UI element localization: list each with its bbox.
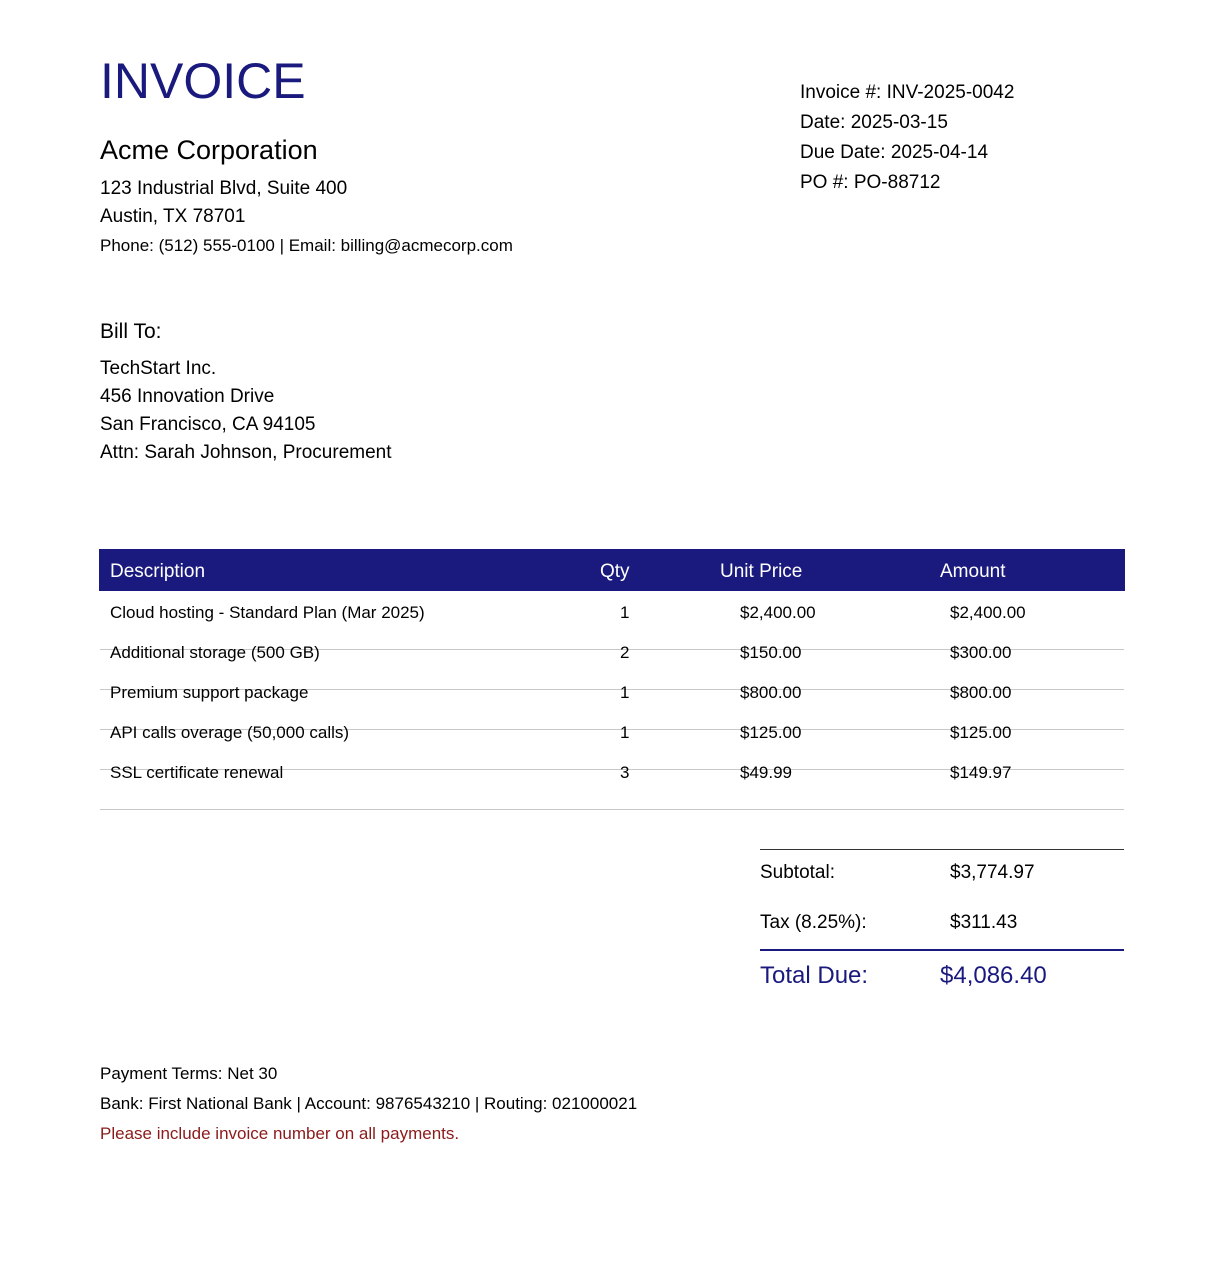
invoice-due-date: Due Date: 2025-04-14 [800,142,989,163]
tax-value: $311.43 [950,912,1018,933]
row-amount: $125.00 [950,723,1012,742]
row-description: Cloud hosting - Standard Plan (Mar 2025) [110,603,425,622]
total-rule [760,949,1124,951]
row-description: Premium support package [110,683,309,702]
table-row [100,711,1124,751]
row-unit-price: $125.00 [740,723,802,742]
bill-to-name: TechStart Inc. [100,358,217,379]
row-qty: 2 [620,643,630,662]
totals-top-rule [760,849,1124,850]
row-qty: 3 [620,763,630,782]
table-row [100,751,1124,791]
company-name: Acme Corporation [100,135,318,165]
row-qty: 1 [620,683,630,702]
payment-note: Please include invoice number on all payments. [100,1124,460,1143]
row-amount: $300.00 [950,643,1012,662]
table-row [100,671,1124,711]
company-address-line2: Austin, TX 78701 [100,206,246,227]
subtotal-label: Subtotal: [760,862,835,883]
row-description: API calls overage (50,000 calls) [110,723,350,742]
row-description: Additional storage (500 GB) [110,643,320,662]
row-unit-price: $800.00 [740,683,802,702]
table-row [100,631,1124,671]
bank-details: Bank: First National Bank | Account: 9876543210 | Routing: 021000021 [100,1094,638,1113]
header-qty: Qty [600,561,630,582]
line-items-header [99,549,1125,591]
invoice-po-number: PO #: PO-88712 [800,172,941,193]
row-qty: 1 [620,723,630,742]
header-amount: Amount [940,561,1006,582]
row-unit-price: $150.00 [740,643,802,662]
invoice-number: Invoice #: INV-2025-0042 [800,82,1015,103]
total-due-value: $4,086.40 [940,962,1047,989]
row-unit-price: $2,400.00 [740,603,816,622]
row-qty: 1 [620,603,630,622]
row-amount: $2,400.00 [950,603,1026,622]
invoice-title: INVOICE [100,53,306,109]
tax-label: Tax (8.25%): [760,912,867,933]
payment-terms: Payment Terms: Net 30 [100,1064,278,1083]
table-bottom-rule [100,809,1124,810]
bill-to-address1: 456 Innovation Drive [100,386,275,407]
bill-to-attn: Attn: Sarah Johnson, Procurement [100,442,392,463]
bill-to-address2: San Francisco, CA 94105 [100,414,316,435]
row-amount: $149.97 [950,763,1012,782]
invoice-date: Date: 2025-03-15 [800,112,948,133]
total-due-label: Total Due: [760,962,869,989]
header-description: Description [110,561,206,582]
subtotal-value: $3,774.97 [950,862,1035,883]
header-unit-price: Unit Price [720,561,803,582]
table-row [100,591,1124,631]
company-contact: Phone: (512) 555-0100 | Email: billing@acmecorp.com [100,236,513,255]
row-unit-price: $49.99 [740,763,792,782]
row-amount: $800.00 [950,683,1012,702]
row-description: SSL certificate renewal [110,763,284,782]
bill-to-label: Bill To: [100,320,162,343]
company-address-line1: 123 Industrial Blvd, Suite 400 [100,178,348,199]
